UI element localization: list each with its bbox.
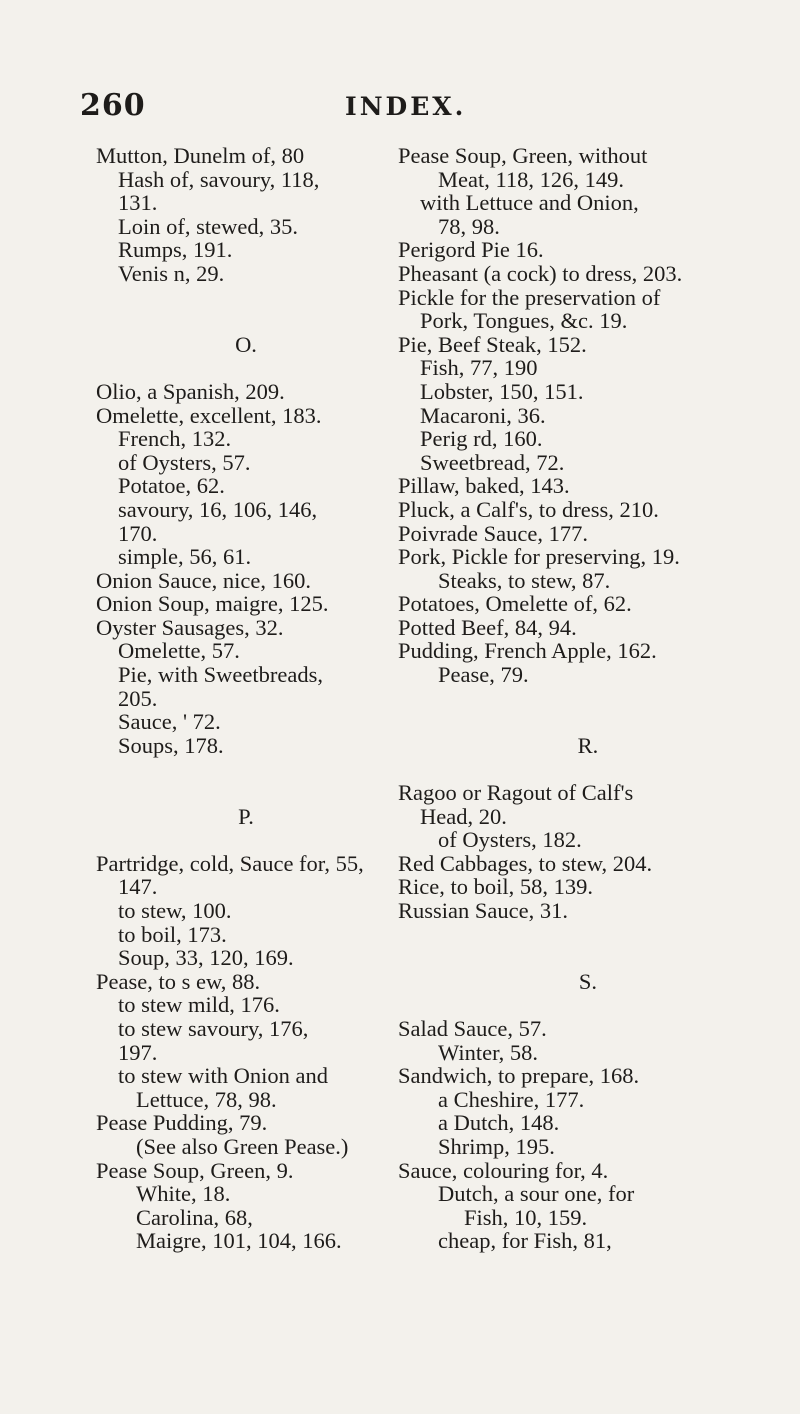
index-subentry: Meat, 118, 126, 149. <box>438 166 625 192</box>
index-subentry: Potatoe, 62. <box>118 473 225 499</box>
index-entry: Salad Sauce, 57. <box>398 1015 547 1041</box>
spacer <box>96 781 396 805</box>
index-entry: Pluck, a Calf's, to dress, 210. <box>398 496 659 522</box>
index-subentry: to boil, 173. <box>118 921 227 947</box>
index-subentry: to stew, 100. <box>118 898 232 923</box>
index-entry: Potatoes, Omelette of, 62. <box>398 591 632 617</box>
spacer <box>398 687 778 711</box>
index-subentry: cheap, for Fish, 81, <box>438 1228 612 1254</box>
index-subentry: 205. <box>118 685 158 711</box>
index-subentry: of Oysters, 182. <box>438 827 582 853</box>
spacer <box>398 923 778 947</box>
index-subentry: Fish, 77, 190 <box>420 355 538 381</box>
index-subentry: Dutch, a sour one, for <box>438 1181 635 1207</box>
index-subentry: Maigre, 101, 104, 166. <box>136 1228 342 1254</box>
index-subentry: to stew mild, 176. <box>118 992 280 1018</box>
index-subentry: 78, 98. <box>438 213 500 239</box>
index-subentry: of Oysters, 57. <box>118 449 251 475</box>
index-subentry: Carolina, 68, <box>136 1204 253 1230</box>
index-subentry: Venis n, 29. <box>118 260 225 286</box>
spacer <box>96 286 396 310</box>
index-subentry: Shrimp, 195. <box>438 1133 555 1159</box>
spacer <box>96 309 396 333</box>
index-entry: Pease Pudding, 79. <box>96 1110 268 1136</box>
index-entry: Onion Sauce, nice, 160. <box>96 567 311 593</box>
index-entry: Pie, Beef Steak, 152. <box>398 331 587 357</box>
spacer <box>96 356 396 380</box>
index-subentry: Lobster, 150, 151. <box>420 378 584 404</box>
index-entry: Ragoo or Ragout of Calf's <box>398 780 634 806</box>
index-subentry: Hash of, savoury, 118, <box>118 166 320 192</box>
section-letter: P. <box>238 803 254 829</box>
index-subentry: Pork, Tongues, &c. 19. <box>420 308 628 334</box>
index-entry: Russian Sauce, 31. <box>398 898 568 923</box>
index-subentry: Fish, 10, 159. <box>464 1204 588 1230</box>
index-entry: Pease Soup, Green, without <box>398 143 648 168</box>
spacer <box>96 757 396 781</box>
index-entry: Onion Soup, maigre, 125. <box>96 591 329 617</box>
index-entry: Sauce, colouring for, 4. <box>398 1157 609 1183</box>
index-entry: Omelette, excellent, 183. <box>96 402 322 428</box>
index-entry: Pork, Pickle for preserving, 19. <box>398 544 680 570</box>
index-subentry: Sweetbread, 72. <box>420 449 565 475</box>
index-subentry: Steaks, to stew, 87. <box>438 567 611 593</box>
index-entry: Rice, to boil, 58, 139. <box>398 874 593 900</box>
index-subentry: Lettuce, 78, 98. <box>136 1086 277 1112</box>
index-subentry: Pie, with Sweetbreads, <box>118 662 323 688</box>
index-entry: Pillaw, baked, 143. <box>398 473 570 499</box>
index-subentry: Soups, 178. <box>118 732 224 758</box>
index-entry: Pickle for the preservation of <box>398 284 661 310</box>
index-entry: Perigord Pie 16. <box>398 237 544 263</box>
index-subentry: 131. <box>118 190 158 216</box>
index-entry: Partridge, cold, Sauce for, 55, <box>96 850 364 876</box>
index-subentry: White, 18. <box>136 1181 231 1207</box>
page-title: INDEX. <box>345 92 467 121</box>
index-entry: Pease Soup, Green, 9. <box>96 1157 294 1183</box>
index-subentry: Macaroni, 36. <box>420 402 546 428</box>
page-header <box>0 88 800 124</box>
right-column <box>398 144 778 1253</box>
index-entry: Pease, to s ew, 88. <box>96 968 261 994</box>
index-subentry: Rumps, 191. <box>118 237 233 263</box>
section-letter: O. <box>235 331 257 357</box>
spacer <box>96 828 396 852</box>
index-subentry: to stew with Onion and <box>118 1063 328 1089</box>
section-letter: S. <box>578 968 598 994</box>
index-subentry: 147. <box>118 874 158 900</box>
index-subentry: Sauce, ' 72. <box>118 709 221 735</box>
index-subentry: Loin of, stewed, 35. <box>118 213 298 239</box>
index-entry: Potted Beef, 84, 94. <box>398 614 577 640</box>
index-subentry: (See also Green Pease.) <box>136 1133 349 1159</box>
index-subentry: with Lettuce and Onion, <box>420 190 639 216</box>
page-number: 260 <box>80 88 146 123</box>
index-entry: Red Cabbages, to stew, 204. <box>398 850 653 876</box>
index-subentry: Pease, 79. <box>438 662 529 688</box>
index-entry: Oyster Sausages, 32. <box>96 614 284 640</box>
index-subentry: Soup, 33, 120, 169. <box>118 945 294 971</box>
index-subentry: to stew savoury, 176, <box>118 1015 309 1041</box>
index-entry: Poivrade Sauce, 177. <box>398 520 588 546</box>
index-subentry: Perig rd, 160. <box>420 426 543 452</box>
index-entry: Pheasant (a cock) to dress, 203. <box>398 260 683 286</box>
index-entry: Sandwich, to prepare, 168. <box>398 1063 640 1089</box>
index-subentry: a Dutch, 148. <box>438 1110 560 1136</box>
index-subentry: savoury, 16, 106, 146, <box>118 496 318 522</box>
left-column <box>96 144 396 1253</box>
index-entry: Mutton, Dunelm of, 80 <box>96 143 305 168</box>
spacer <box>398 710 778 734</box>
index-subentry: Omelette, 57. <box>118 638 240 664</box>
index-subentry: a Cheshire, 177. <box>438 1086 585 1112</box>
spacer <box>398 946 778 970</box>
spacer <box>398 757 778 781</box>
index-subentry: 170. <box>118 520 158 546</box>
index-entry: Olio, a Spanish, 209. <box>96 378 285 404</box>
spacer <box>398 993 778 1017</box>
index-subentry: simple, 56, 61. <box>118 544 252 570</box>
index-subentry: Winter, 58. <box>438 1039 539 1065</box>
index-subentry: 197. <box>118 1039 158 1065</box>
index-subentry: French, 132. <box>118 426 232 452</box>
index-entry: Pudding, French Apple, 162. <box>398 638 657 664</box>
section-letter: R. <box>577 732 599 758</box>
index-subentry: Head, 20. <box>420 803 507 829</box>
